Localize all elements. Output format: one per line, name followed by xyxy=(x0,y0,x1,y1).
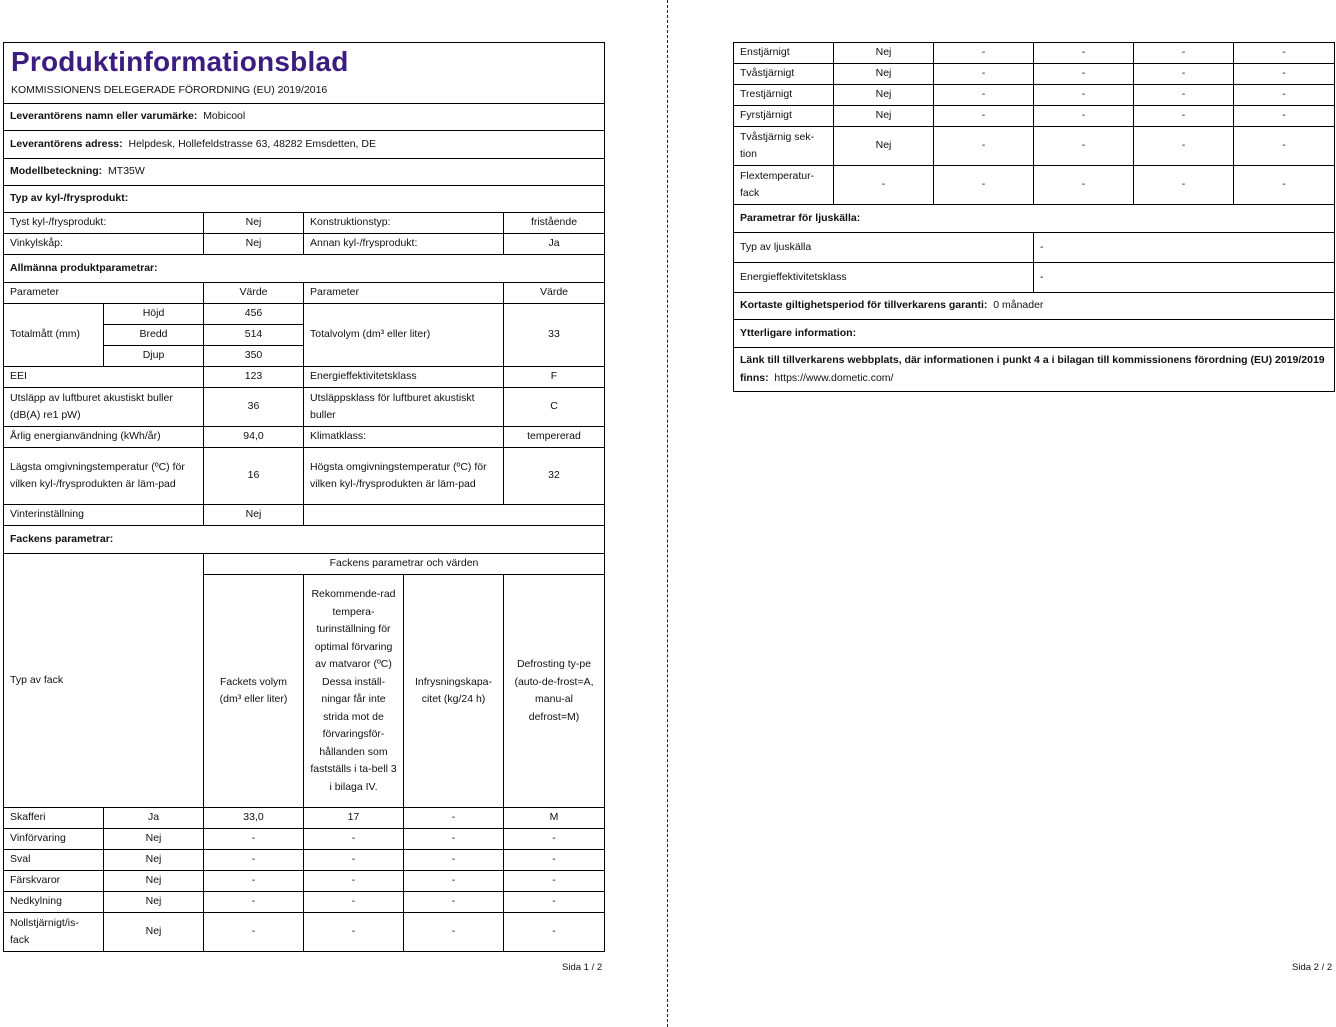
compartment-defrost: - xyxy=(1234,166,1335,205)
compartment-defrost-header: Defrosting ty-pe (auto-de-frost=A, manu-al defrost=M) xyxy=(504,575,605,808)
wine-cooler-value: Nej xyxy=(204,234,304,255)
model-row xyxy=(4,159,605,186)
compartment-row xyxy=(4,829,605,850)
compartment-present: Nej xyxy=(834,64,934,85)
page-divider xyxy=(667,0,668,1027)
compartment-volume-header: Fackets volym (dm³ eller liter) xyxy=(204,575,304,808)
compartment-temp: - xyxy=(304,913,404,952)
additional-info-heading: Ytterligare information: xyxy=(734,320,1335,348)
type-heading: Typ av kyl-/frysprodukt: xyxy=(4,186,605,213)
energy-class-label: Energieffektivitetsklass xyxy=(304,367,504,388)
max-temp-value: 32 xyxy=(504,448,605,505)
compartment-temp: - xyxy=(1034,43,1134,64)
compartment-defrost: - xyxy=(1234,43,1335,64)
compartment-row xyxy=(734,43,1335,64)
param-header-left: Parameter xyxy=(4,283,204,304)
compartment-volume: - xyxy=(204,871,304,892)
height-value: 456 xyxy=(204,304,304,325)
general-heading: Allmänna produktparametrar: xyxy=(4,255,605,283)
compartment-temp: - xyxy=(304,850,404,871)
min-temp-label: Lägsta omgivningstemperatur (ºC) för vilken kyl-/frysprodukten är läm-pad xyxy=(4,448,204,505)
compartment-present: Nej xyxy=(104,913,204,952)
compartment-name: Skafferi xyxy=(4,808,104,829)
compartment-volume: - xyxy=(204,850,304,871)
total-volume-value: 33 xyxy=(504,304,605,367)
energy-class-value: F xyxy=(504,367,605,388)
product-sheet-page-2 xyxy=(733,42,1335,392)
light-type-value: - xyxy=(1034,233,1335,263)
compartment-name: Tvåstjärnig sek-tion xyxy=(734,127,834,166)
width-label: Bredd xyxy=(104,325,204,346)
param-header-right: Parameter xyxy=(304,283,504,304)
annual-energy-label: Årlig energianvändning (kWh/år) xyxy=(4,427,204,448)
compartment-freeze: - xyxy=(1134,85,1234,106)
compartment-temp: - xyxy=(1034,85,1134,106)
other-product-value: Ja xyxy=(504,234,605,255)
compartment-temp: - xyxy=(1034,64,1134,85)
compartment-row xyxy=(734,166,1335,205)
supplier-name-label: Leverantörens namn eller varumärke: xyxy=(10,110,198,123)
compartment-volume: - xyxy=(934,127,1034,166)
compartment-row xyxy=(4,871,605,892)
compartment-freeze: - xyxy=(1134,43,1234,64)
min-temp-value: 16 xyxy=(204,448,304,505)
design-value: fristående xyxy=(504,213,605,234)
compartment-name: Nollstjärnigt/is-fack xyxy=(4,913,104,952)
compartment-volume: - xyxy=(934,106,1034,127)
compartment-temp: - xyxy=(304,892,404,913)
compartment-volume: - xyxy=(934,43,1034,64)
supplier-name-value: Mobicool xyxy=(203,110,246,123)
winter-setting-value: Nej xyxy=(204,505,304,526)
compartment-defrost: - xyxy=(1234,85,1335,106)
compartment-name: Nedkylning xyxy=(4,892,104,913)
compartment-freeze: - xyxy=(404,850,504,871)
compartment-name: Trestjärnigt xyxy=(734,85,834,106)
compartment-freeze: - xyxy=(404,829,504,850)
header-cell xyxy=(4,43,605,104)
compartment-row xyxy=(734,127,1335,166)
page-number-1: Sida 1 / 2 xyxy=(562,962,603,973)
quiet-label: Tyst kyl-/frysprodukt: xyxy=(4,213,204,234)
compartment-name: Vinförvaring xyxy=(4,829,104,850)
regulation-subtitle: KOMMISSIONENS DELEGERADE FÖRORDNING (EU) 2019/2016 xyxy=(11,84,328,96)
supplier-name-row xyxy=(4,104,605,131)
compartment-freeze: - xyxy=(1134,64,1234,85)
compartment-rows-page-2 xyxy=(734,43,1335,205)
warranty-row xyxy=(734,293,1335,320)
height-label: Höjd xyxy=(104,304,204,325)
compartment-freeze: - xyxy=(404,913,504,952)
design-label: Konstruktionstyp: xyxy=(304,213,504,234)
compartment-name: Flextemperatur-fack xyxy=(734,166,834,205)
compartment-present: Nej xyxy=(104,892,204,913)
product-sheet-page-1 xyxy=(3,42,605,952)
compartment-defrost: - xyxy=(504,892,605,913)
compartment-present: Nej xyxy=(104,829,204,850)
compartment-freeze-header: Infrysningskapa-citet (kg/24 h) xyxy=(404,575,504,808)
compartment-temp: - xyxy=(1034,127,1134,166)
compartment-row xyxy=(4,913,605,952)
page-number-2: Sida 2 / 2 xyxy=(1292,962,1333,973)
wine-cooler-label: Vinkylskåp: xyxy=(4,234,204,255)
compartment-name: Enstjärnigt xyxy=(734,43,834,64)
noise-value: 36 xyxy=(204,388,304,427)
compartment-defrost: - xyxy=(504,829,605,850)
compartment-defrost: - xyxy=(1234,106,1335,127)
noise-class-value: C xyxy=(504,388,605,427)
dimensions-label: Totalmått (mm) xyxy=(4,304,104,367)
light-type-label: Typ av ljuskälla xyxy=(734,233,1034,263)
compartment-present: Ja xyxy=(104,808,204,829)
compartment-row xyxy=(734,85,1335,106)
compartment-name: Färskvaror xyxy=(4,871,104,892)
compartment-defrost: - xyxy=(504,850,605,871)
warranty-label: Kortaste giltighetsperiod för tillverkarens garanti: xyxy=(740,299,988,312)
compartment-present: Nej xyxy=(104,871,204,892)
supplier-address-label: Leverantörens adress: xyxy=(10,137,123,150)
warranty-value: 0 månader xyxy=(993,299,1044,312)
compartment-volume: - xyxy=(204,892,304,913)
climate-class-value: tempererad xyxy=(504,427,605,448)
compartment-freeze: - xyxy=(404,892,504,913)
compartment-name: Fyrstjärnigt xyxy=(734,106,834,127)
compartment-temp: - xyxy=(1034,166,1134,205)
compartment-defrost: - xyxy=(504,871,605,892)
climate-class-label: Klimatklass: xyxy=(304,427,504,448)
compartment-defrost: M xyxy=(504,808,605,829)
compartment-name: Sval xyxy=(4,850,104,871)
compartment-present: Nej xyxy=(834,43,934,64)
compartment-volume: - xyxy=(204,829,304,850)
total-volume-label: Totalvolym (dm³ eller liter) xyxy=(304,304,504,367)
max-temp-label: Högsta omgivningstemperatur (ºC) för vilken kyl-/frysprodukten är läm-pad xyxy=(304,448,504,505)
noise-class-label: Utsläppsklass för luftburet akustiskt buller xyxy=(304,388,504,427)
compartment-temp: - xyxy=(304,829,404,850)
empty-cell xyxy=(304,505,605,526)
compartment-volume: - xyxy=(934,64,1034,85)
compartment-freeze: - xyxy=(1134,106,1234,127)
supplier-address-row xyxy=(4,131,605,159)
compartment-volume: - xyxy=(204,913,304,952)
compartment-row xyxy=(734,64,1335,85)
compartment-type-header: Typ av fack xyxy=(4,554,204,808)
manufacturer-link[interactable]: https://www.dometic.com/ xyxy=(774,371,894,384)
winter-setting-label: Vinterinställning xyxy=(4,505,204,526)
compartment-row xyxy=(4,850,605,871)
compartment-temp: - xyxy=(304,871,404,892)
light-heading: Parametrar för ljuskälla: xyxy=(734,205,1335,233)
compartment-defrost: - xyxy=(1234,127,1335,166)
quiet-value: Nej xyxy=(204,213,304,234)
eei-label: EEI xyxy=(4,367,204,388)
model-value: MT35W xyxy=(108,165,145,178)
value-header-left: Värde xyxy=(204,283,304,304)
compartment-volume: - xyxy=(934,85,1034,106)
compartment-rows-page-1 xyxy=(4,808,605,952)
link-label: Länk till tillverkarens webbplats, där informationen i punkt 4 a i bilagan till kommissionens förordning (EU) 2019/2019 finns: xyxy=(740,354,1325,384)
annual-energy-value: 94,0 xyxy=(204,427,304,448)
supplier-address-value: Helpdesk, Hollefeldstrasse 63, 48282 Emsdetten, DE xyxy=(128,137,376,150)
compartment-present: Nej xyxy=(104,850,204,871)
compartment-freeze: - xyxy=(1134,127,1234,166)
compartment-freeze: - xyxy=(404,808,504,829)
compartment-name: Tvåstjärnigt xyxy=(734,64,834,85)
compartment-present: Nej xyxy=(834,85,934,106)
other-product-label: Annan kyl-/frysprodukt: xyxy=(304,234,504,255)
compartment-volume: - xyxy=(934,166,1034,205)
compartment-temp-header: Rekommende-rad tempera-turinställning för optimal förvaring av matvaror (ºC) Dessa inställ-ningar får inte strida mot de förvaringsför-hållanden som fastställs i ta-bell 3 i bilaga IV. xyxy=(304,575,404,808)
value-header-right: Värde xyxy=(504,283,605,304)
depth-value: 350 xyxy=(204,346,304,367)
compartment-defrost: - xyxy=(1234,64,1335,85)
compartments-heading: Fackens parametrar: xyxy=(4,526,605,554)
eei-value: 123 xyxy=(204,367,304,388)
light-class-label: Energieffektivitetsklass xyxy=(734,263,1034,293)
link-row xyxy=(734,348,1335,392)
compartment-temp: - xyxy=(1034,106,1134,127)
page-title: Produktinformationsblad xyxy=(11,46,349,77)
depth-label: Djup xyxy=(104,346,204,367)
compartment-present: - xyxy=(834,166,934,205)
compartment-temp: 17 xyxy=(304,808,404,829)
noise-label: Utsläpp av luftburet akustiskt buller (dB(A) re1 pW) xyxy=(4,388,204,427)
compartment-present: Nej xyxy=(834,127,934,166)
model-label: Modellbeteckning: xyxy=(10,165,103,178)
compartment-row xyxy=(4,808,605,829)
light-class-value: - xyxy=(1034,263,1335,293)
compartment-freeze: - xyxy=(404,871,504,892)
compartment-defrost: - xyxy=(504,913,605,952)
width-value: 514 xyxy=(204,325,304,346)
compartment-volume: 33,0 xyxy=(204,808,304,829)
compartment-group-header: Fackens parametrar och värden xyxy=(204,554,605,575)
compartment-present: Nej xyxy=(834,106,934,127)
compartment-row xyxy=(734,106,1335,127)
compartment-row xyxy=(4,892,605,913)
compartment-freeze: - xyxy=(1134,166,1234,205)
